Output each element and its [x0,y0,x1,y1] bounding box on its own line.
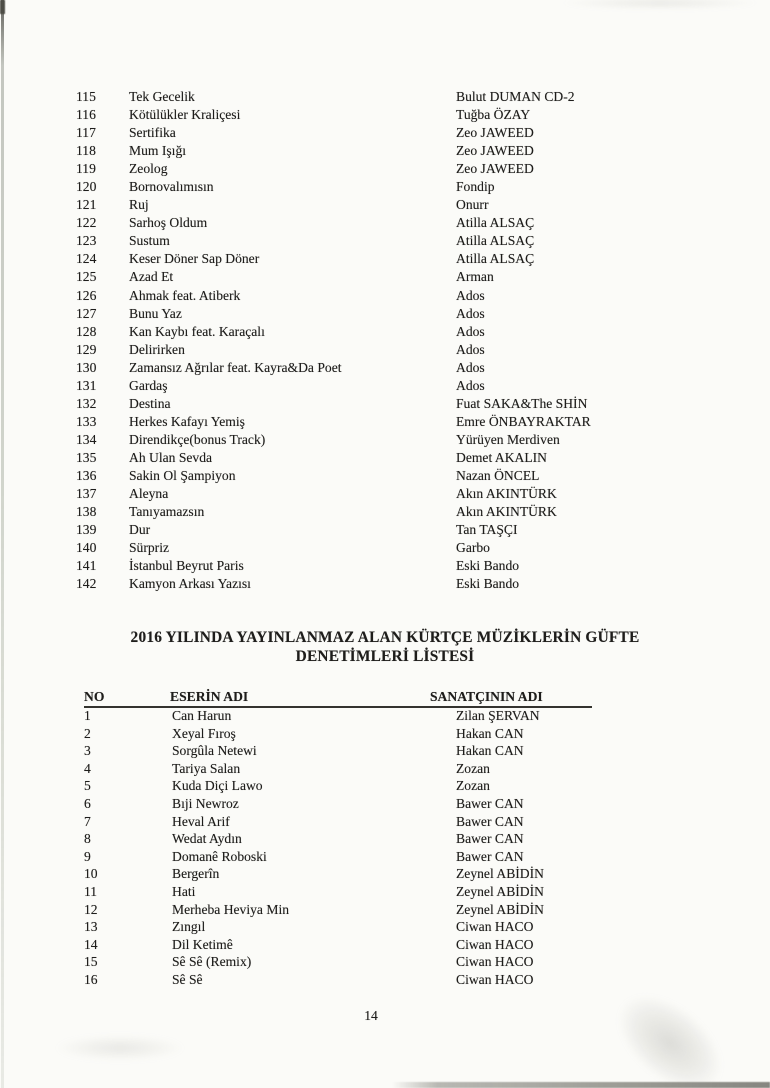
song-row [0,250,770,268]
song-title: Bergerîn [172,866,220,882]
song-artist: Bawer CAN [456,795,524,811]
song-artist: Tan TAŞÇI [456,522,518,538]
song-row [0,268,770,286]
song-artist: Zeynel ABİDİN [456,883,544,899]
song-title: Zamansız Ağrılar feat. Kayra&Da Poet [129,359,342,375]
song-title: Azad Et [129,269,174,285]
song-row [0,953,770,971]
song-row [0,848,770,866]
song-title: Hati [172,883,196,899]
song-row [0,142,770,160]
song-number: 6 [84,795,91,811]
song-number: 122 [76,215,97,231]
song-number: 132 [76,395,97,411]
song-number: 133 [76,413,97,429]
song-row [0,742,770,760]
song-title: Bunu Yaz [129,305,182,321]
song-artist: Zeynel ABİDİN [456,901,544,917]
song-artist: Ciwan HACO [456,919,534,935]
song-artist: Zilan ŞERVAN [456,708,540,723]
song-row [0,918,770,936]
song-title: Sê Sê (Remix) [172,954,252,970]
song-row [0,575,770,593]
song-row [0,503,770,521]
song-title: Dil Ketimê [172,936,233,952]
song-artist: Ciwan HACO [456,936,534,952]
column-header-title: ESERİN ADI [170,689,249,704]
song-artist: Onurr [456,197,489,213]
song-title: Wedat Aydın [172,831,242,847]
song-title: Bornovalımısın [129,179,214,195]
scan-smudge-top-right [560,0,760,10]
song-number: 3 [84,743,91,759]
song-artist: Garbo [456,540,490,556]
song-title: Merheba Heviya Min [172,901,290,917]
song-title: Bıji Newroz [172,795,239,811]
song-row [0,521,770,539]
song-artist: Ados [456,305,485,321]
song-title: Kan Kaybı feat. Karaçalı [129,323,265,339]
song-title: Sê Sê [172,971,203,987]
song-row [0,359,770,377]
song-title: Sarhoş Oldum [129,215,208,231]
song-artist: Eski Bando [456,558,520,574]
song-artist: Atilla ALSAÇ [456,251,535,267]
song-row [0,124,770,142]
song-row [0,795,770,813]
song-artist: Ados [456,377,485,393]
section-heading-line2: DENETİMLERİ LİSTESİ [295,647,475,665]
song-row [0,971,770,989]
song-number: 115 [76,89,96,104]
song-title: Gardaş [129,377,168,393]
song-number: 129 [76,341,97,357]
song-number: 131 [76,377,97,393]
song-title: Sertifika [129,125,176,141]
song-number: 120 [76,179,97,195]
song-number: 124 [76,251,97,267]
section-heading-line1: 2016 YILINDA YAYINLANMAZ ALAN KÜRTÇE MÜZİKLERİN GÜFTE [130,629,640,646]
song-artist: Eski Bando [456,576,520,592]
column-header-artist: SANATÇININ ADI [430,689,543,704]
song-artist: Ados [456,359,485,375]
song-title: Dur [129,522,151,538]
song-number: 128 [76,323,97,339]
song-title: Ah Ulan Sevda [129,449,213,465]
song-title: Ruj [129,197,149,213]
song-number: 7 [84,813,91,829]
song-title: Kuda Diçi Lawo [172,778,263,794]
song-number: 118 [76,143,96,159]
song-title: Kamyon Arkası Yazısı [129,576,251,592]
song-title: Zeolog [129,161,168,177]
song-title: Xeyal Fıroş [172,725,236,741]
song-row [0,760,770,778]
song-artist: Zozan [456,778,490,794]
song-title: Sustum [129,233,170,249]
song-title: Ahmak feat. Atiberk [129,287,241,303]
song-row [0,936,770,954]
song-row [0,813,770,831]
song-title: Tanıyamazsın [129,504,205,520]
song-row [0,449,770,467]
song-title: Delirirken [129,341,185,357]
song-artist: Tuğba ÖZAY [456,107,531,123]
song-row [0,395,770,413]
song-title: İstanbul Beyrut Paris [129,558,244,574]
song-title: Heval Arif [172,813,230,829]
song-artist: Zeo JAWEED [456,125,534,141]
song-number: 9 [84,848,91,864]
song-number: 8 [84,831,91,847]
song-artist: Bulut DUMAN CD-2 [456,89,575,104]
song-title: Tek Gecelik [129,89,195,104]
kurtce-song-table [0,707,770,989]
table-header-row [0,688,770,708]
song-artist: Ados [456,287,485,303]
song-number: 2 [84,725,91,741]
song-row [0,88,770,106]
song-artist: Atilla ALSAÇ [456,233,535,249]
song-artist: Ciwan HACO [456,971,534,987]
song-number: 117 [76,125,96,141]
song-row [0,557,770,575]
song-row [0,214,770,232]
song-artist: Demet AKALIN [456,449,547,465]
song-artist: Atilla ALSAÇ [456,215,535,231]
song-title: Can Harun [172,708,232,723]
song-number: 10 [84,866,98,882]
song-artist: Arman [456,269,494,285]
song-number: 138 [76,504,97,520]
song-artist: Bawer CAN [456,813,524,829]
song-row [0,178,770,196]
song-row [0,341,770,359]
song-number: 13 [84,919,98,935]
song-number: 116 [76,107,96,123]
song-row [0,467,770,485]
song-artist: Zeynel ABİDİN [456,866,544,882]
song-artist: Akın AKINTÜRK [456,504,557,520]
song-artist: Akın AKINTÜRK [456,486,557,502]
song-list-continued [0,88,770,593]
song-row [0,707,770,725]
song-row [0,323,770,341]
song-title: Aleyna [129,486,169,502]
song-row [0,865,770,883]
song-title: Herkes Kafayı Yemiş [129,413,245,429]
song-number: 136 [76,467,97,483]
song-row [0,883,770,901]
song-artist: Hakan CAN [456,743,524,759]
song-title: Direndikçe(bonus Track) [129,431,266,447]
song-number: 139 [76,522,97,538]
song-number: 12 [84,901,98,917]
page-number: 14 [364,1008,378,1023]
song-title: Kötülükler Kraliçesi [129,107,241,123]
song-artist: Hakan CAN [456,725,524,741]
song-artist: Ciwan HACO [456,954,534,970]
song-title: Sorgûla Netewi [172,743,257,759]
song-number: 1 [84,708,91,723]
song-artist: Emre ÖNBAYRAKTAR [456,413,591,429]
song-row [0,287,770,305]
song-number: 135 [76,449,97,465]
song-row [0,539,770,557]
song-artist: Zozan [456,760,490,776]
song-number: 5 [84,778,91,794]
song-number: 16 [84,971,98,987]
song-artist: Zeo JAWEED [456,143,534,159]
song-number: 125 [76,269,97,285]
song-number: 134 [76,431,97,447]
song-artist: Bawer CAN [456,848,524,864]
song-number: 126 [76,287,97,303]
song-number: 4 [84,760,91,776]
song-title: Domanê Roboski [172,848,267,864]
song-artist: Ados [456,341,485,357]
scan-corner-mark [0,0,5,14]
scan-smudge-bottom-right [602,978,739,1088]
song-number: 130 [76,359,97,375]
scan-smudge-bottom-left [55,1035,185,1061]
song-title: Keser Döner Sap Döner [129,251,260,267]
song-row [0,160,770,178]
song-number: 141 [76,558,97,574]
song-number: 123 [76,233,97,249]
song-row [0,106,770,124]
song-number: 14 [84,936,98,952]
song-row [0,413,770,431]
song-row [0,377,770,395]
song-title: Destina [129,395,171,411]
song-row [0,830,770,848]
song-artist: Nazan ÖNCEL [456,467,540,483]
song-row [0,196,770,214]
song-number: 137 [76,486,97,502]
section-heading [0,629,770,666]
song-row [0,777,770,795]
song-number: 121 [76,197,97,213]
song-artist: Fuat SAKA&The SHİN [456,395,588,411]
song-number: 15 [84,954,98,970]
song-number: 127 [76,305,97,321]
song-row [0,431,770,449]
song-row [0,901,770,919]
song-title: Sürpriz [129,540,170,556]
song-row [0,305,770,323]
song-title: Zıngıl [172,919,206,935]
song-number: 142 [76,576,97,592]
song-number: 140 [76,540,97,556]
song-artist: Yürüyen Merdiven [456,431,560,447]
song-title: Tariya Salan [172,760,241,776]
song-artist: Bawer CAN [456,831,524,847]
song-title: Sakin Ol Şampiyon [129,467,236,483]
song-artist: Zeo JAWEED [456,161,534,177]
song-artist: Ados [456,323,485,339]
song-number: 119 [76,161,96,177]
song-row [0,725,770,743]
song-artist: Fondip [456,179,495,195]
song-number: 11 [84,883,98,899]
song-row [0,232,770,250]
column-header-no: NO [84,689,105,704]
song-title: Mum Işığı [129,143,187,159]
song-row [0,485,770,503]
